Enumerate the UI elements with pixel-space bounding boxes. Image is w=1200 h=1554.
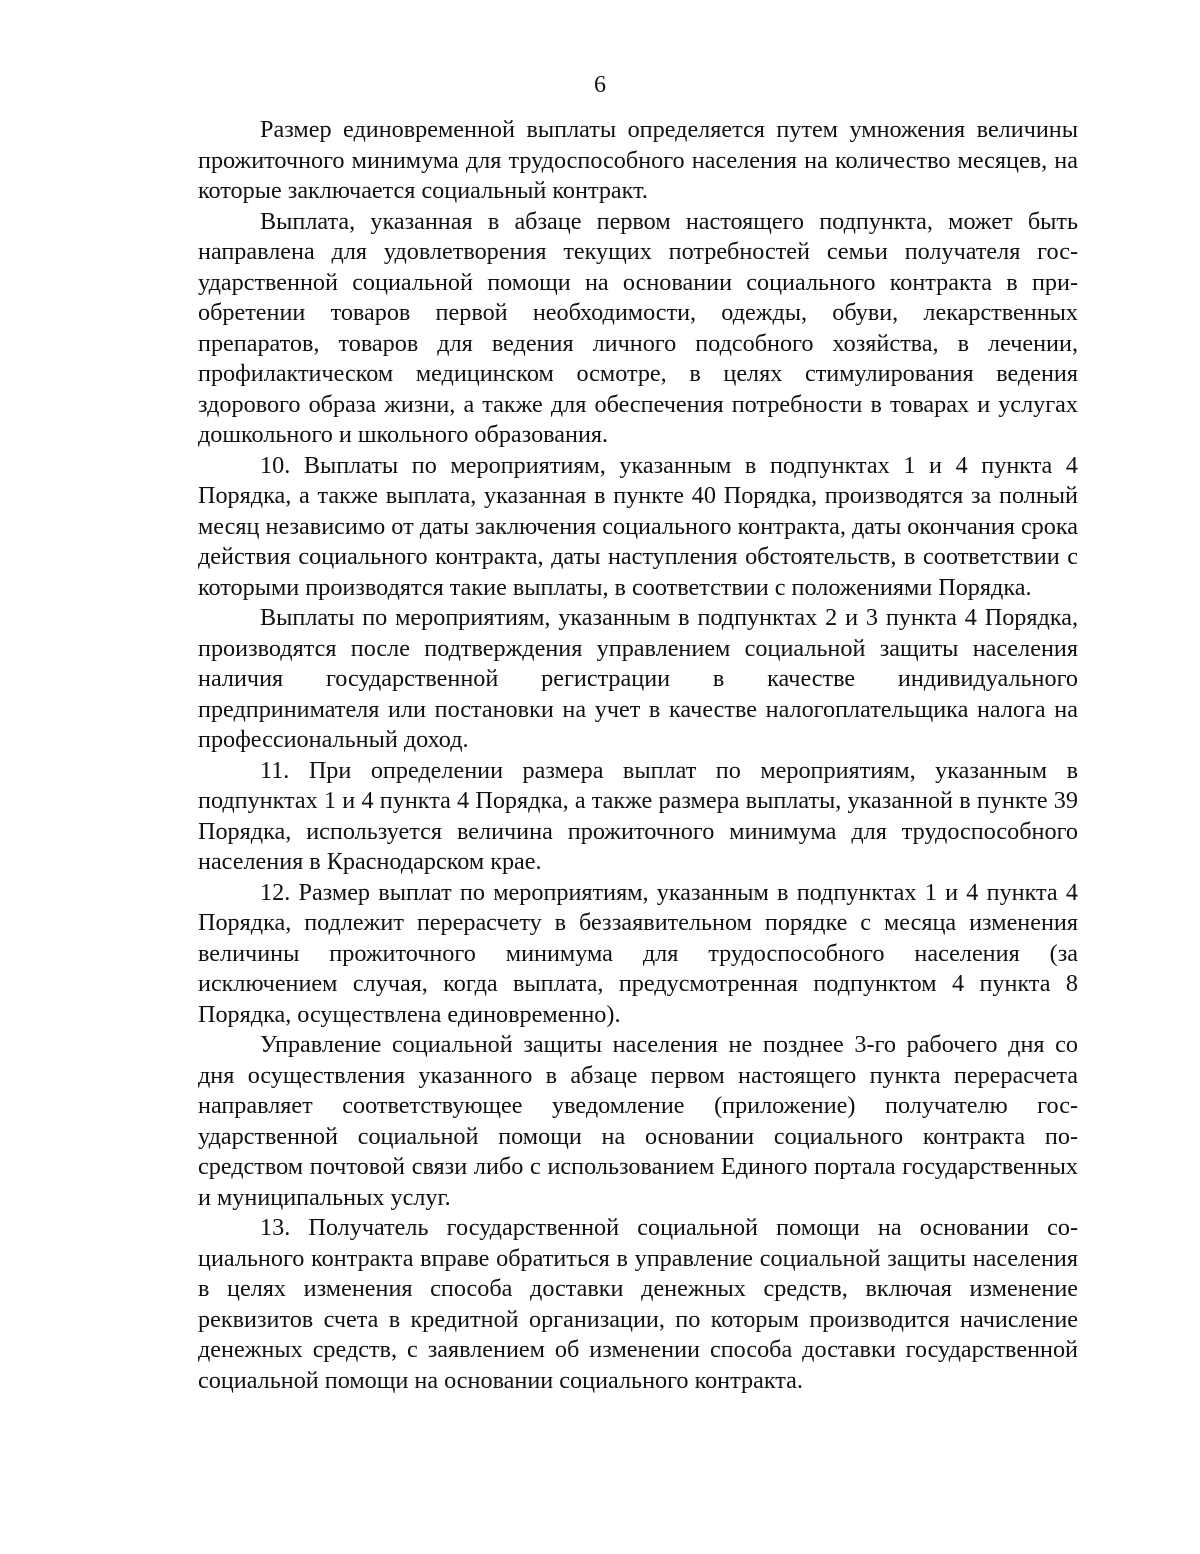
paragraph: 12. Размер выплат по мероприятиям, указанным в подпунктах 1 и 4 пункта 4 Порядка, подлежит перерасчету в беззаявительном порядке с месяца изменения величины прожиточного минимума для трудоспособного населения (за исключением случая, когда выплата, предусмотренная подпунктом 4 пункта 8 Порядка, осуществлена единовременно). (198, 878, 1078, 1028)
page-number: 6 (594, 72, 606, 98)
document-body (198, 115, 1078, 1396)
paragraph: Выплата, указанная в абзаце первом настоящего подпункта, может быть направлена для удовлетворения текущих потребностей семьи получателя государственной социальной помощи на основании социального контракта в приобретении товаров первой необходимости, одежды, обуви, лекарственных препаратов, товаров для ведения личного подсобного хозяйства, в лечении, профилактическом медицинском осмотре, в целях стимулирования ведения здорового образа жизни, а также для обеспечения потребности в товарах и услугах дошкольного и школьного образования. (198, 207, 1078, 448)
paragraph: 10. Выплаты по мероприятиям, указанным в подпунктах 1 и 4 пункта 4 Порядка, а также выплата, указанная в пункте 40 Порядка, производятся за полный месяц независимо от даты заключения социального контракта, даты окончания срока действия социального контракта, даты наступления обстоятельств, в соответствии с которыми производятся такие выплаты, в соответствии с положениями Порядка. (198, 451, 1078, 601)
paragraph: Управление социальной защиты населения не позднее 3-го рабочего дня со дня осуществления указанного в абзаце первом настоящего пункта перерасчета направляет соответствующее уведомление (приложение) получателю государственной социальной помощи на основании социального контракта посредством почтовой связи либо с использованием Единого портала государственных и муниципальных услуг. (198, 1031, 1078, 1211)
paragraph: Размер единовременной выплаты определяется путем умножения величины прожиточного минимума для трудоспособного населения на количество месяцев, на которые заключается социальный контракт. (198, 116, 1078, 204)
paragraph: Выплаты по мероприятиям, указанным в подпунктах 2 и 3 пункта 4 Порядка, производятся после подтверждения управлением социальной защиты населения наличия государственной регистрации в качестве индивидуального предпринимателя или постановки на учет в качестве налогоплательщика налога на профессиональный доход. (198, 604, 1078, 753)
paragraph: 13. Получатель государственной социальной помощи на основании социального контракта вправе обратиться в управление социальной защиты населения в целях изменения способа доставки денежных средств, включая изменение реквизитов счета в кредитной организации, по которым производится начисление денежных средств, с заявлением об изменении способа доставки государственной социальной помощи на основании социального контракта. (198, 1214, 1078, 1394)
paragraph: 11. При определении размера выплат по мероприятиям, указанным в подпунктах 1 и 4 пункта 4 Порядка, а также размера выплаты, указанной в пункте 39 Порядка, используется величина прожиточного минимума для трудоспособного населения в Краснодарском крае. (198, 756, 1078, 875)
